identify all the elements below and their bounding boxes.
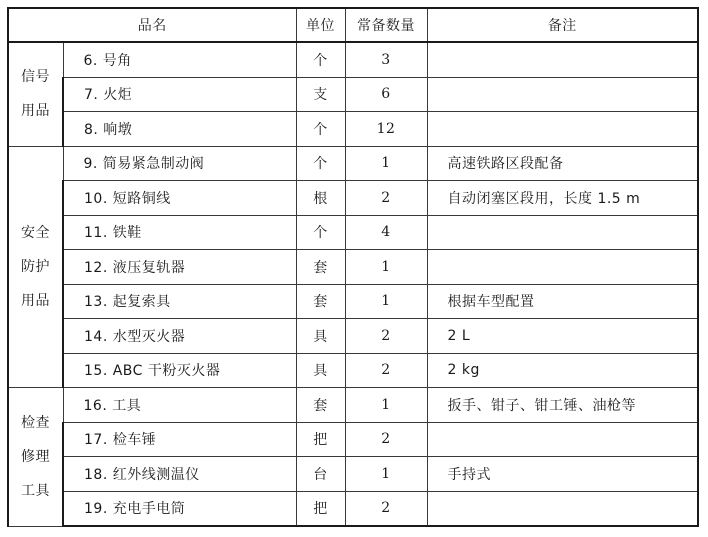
category-cell	[8, 146, 63, 388]
table-row	[8, 422, 698, 457]
item-name-cell: 12. 液压复轨器	[63, 250, 296, 285]
quantity-cell: 1	[345, 284, 427, 319]
unit-cell: 台	[296, 457, 345, 492]
quantity-cell: 6	[345, 77, 427, 112]
category-label-line: 修理	[21, 448, 50, 465]
quantity-cell: 2	[345, 422, 427, 457]
table-row	[8, 319, 698, 354]
note-cell: 根据车型配置	[427, 284, 698, 319]
unit-cell: 个	[296, 112, 345, 147]
unit-cell: 具	[296, 353, 345, 388]
unit-cell: 具	[296, 319, 345, 354]
quantity-cell: 3	[345, 42, 427, 77]
category-label-line: 信号	[21, 69, 50, 86]
unit-cell: 个	[296, 215, 345, 250]
item-name-cell: 19. 充电手电筒	[63, 491, 296, 526]
quantity-cell: 12	[345, 112, 427, 147]
table-row	[8, 388, 698, 423]
table-row	[8, 146, 698, 181]
table-row	[8, 353, 698, 388]
category-label-line: 检查	[21, 414, 50, 431]
header-unit: 单位	[296, 8, 345, 42]
note-cell: 2 kg	[427, 353, 698, 388]
item-name-cell: 6. 号角	[63, 42, 296, 77]
header-row	[8, 8, 698, 42]
quantity-cell: 1	[345, 250, 427, 285]
item-name-cell: 18. 红外线测温仪	[63, 457, 296, 492]
unit-cell: 把	[296, 491, 345, 526]
category-label-line: 安全	[21, 224, 50, 241]
category-label-line: 用品	[21, 103, 50, 120]
quantity-cell: 4	[345, 215, 427, 250]
item-name-cell: 11. 铁鞋	[63, 215, 296, 250]
table-row	[8, 250, 698, 285]
quantity-cell: 1	[345, 388, 427, 423]
table-row	[8, 112, 698, 147]
item-name-cell: 15. ABC 干粉灭火器	[63, 353, 296, 388]
header-note: 备注	[427, 8, 698, 42]
note-cell	[427, 215, 698, 250]
note-cell: 高速铁路区段配备	[427, 146, 698, 181]
table-row	[8, 457, 698, 492]
quantity-cell: 2	[345, 353, 427, 388]
category-cell	[8, 388, 63, 527]
unit-cell: 支	[296, 77, 345, 112]
table-row	[8, 215, 698, 250]
header-quantity: 常备数量	[345, 8, 427, 42]
note-cell: 自动闭塞区段用，长度 1.5 m	[427, 181, 698, 216]
unit-cell: 个	[296, 42, 345, 77]
note-cell	[427, 422, 698, 457]
table-row	[8, 284, 698, 319]
table-body	[8, 42, 698, 526]
note-cell	[427, 250, 698, 285]
quantity-cell: 2	[345, 319, 427, 354]
category-label-line: 用品	[21, 292, 50, 309]
note-cell	[427, 77, 698, 112]
table-row	[8, 42, 698, 77]
unit-cell: 根	[296, 181, 345, 216]
table-row	[8, 491, 698, 526]
unit-cell: 套	[296, 250, 345, 285]
note-cell	[427, 42, 698, 77]
unit-cell: 把	[296, 422, 345, 457]
item-name-cell: 8. 响墩	[63, 112, 296, 147]
note-cell: 手持式	[427, 457, 698, 492]
quantity-cell: 2	[345, 491, 427, 526]
table-row	[8, 77, 698, 112]
category-label-line: 防护	[21, 258, 50, 275]
quantity-cell: 1	[345, 457, 427, 492]
unit-cell: 套	[296, 284, 345, 319]
quantity-cell: 2	[345, 181, 427, 216]
note-cell	[427, 491, 698, 526]
item-name-cell: 13. 起复索具	[63, 284, 296, 319]
equipment-table	[7, 7, 699, 527]
table-row	[8, 181, 698, 216]
item-name-cell: 7. 火炬	[63, 77, 296, 112]
item-name-cell: 9. 简易紧急制动阀	[63, 146, 296, 181]
item-name-cell: 14. 水型灭火器	[63, 319, 296, 354]
category-cell	[8, 42, 63, 146]
unit-cell: 个	[296, 146, 345, 181]
note-cell: 2 L	[427, 319, 698, 354]
header-name: 品名	[8, 8, 296, 42]
note-cell: 扳手、钳子、钳工锤、油枪等	[427, 388, 698, 423]
note-cell	[427, 112, 698, 147]
item-name-cell: 17. 检车锤	[63, 422, 296, 457]
item-name-cell: 10. 短路铜线	[63, 181, 296, 216]
unit-cell: 套	[296, 388, 345, 423]
category-label-line: 工具	[21, 482, 50, 499]
item-name-cell: 16. 工具	[63, 388, 296, 423]
quantity-cell: 1	[345, 146, 427, 181]
